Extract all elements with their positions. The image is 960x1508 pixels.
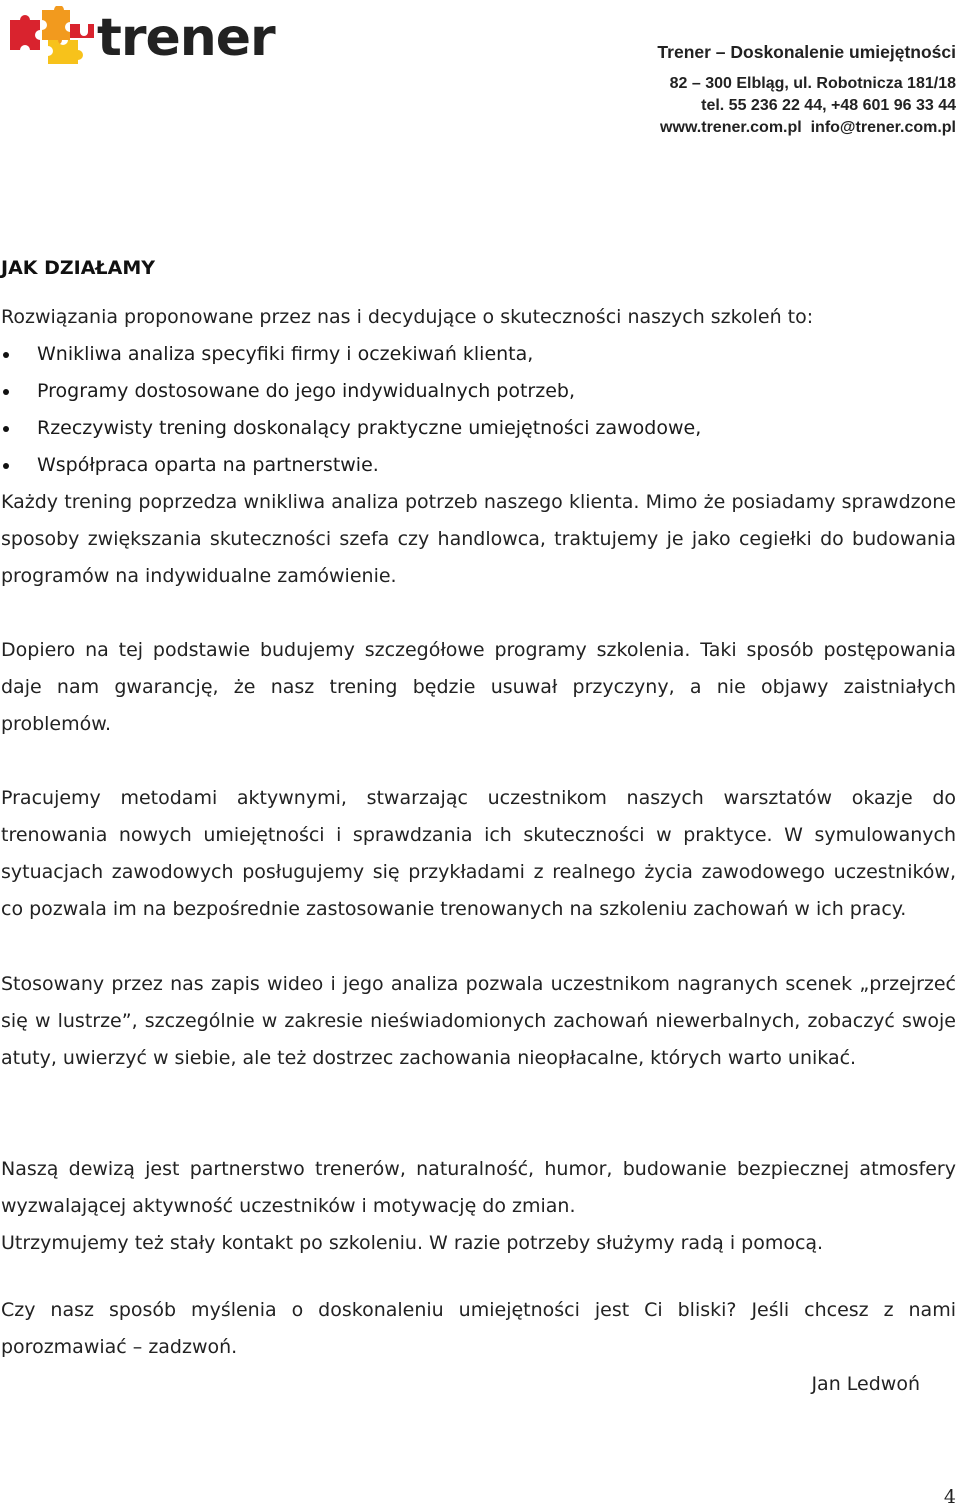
- list-item: Programy dostosowane do jego indywidualnych potrzeb,: [0, 373, 955, 410]
- bullet-icon: [3, 352, 9, 358]
- bullet-icon: [3, 463, 9, 469]
- bullet-icon: [3, 426, 9, 432]
- puzzle-logo-icon: [8, 6, 96, 66]
- bullet-icon: [3, 389, 9, 395]
- paragraph: Każdy trening poprzedza wnikliwa analiza potrzeb naszego klienta. Mimo że posiadamy sprawdzone sposoby zwiększania skuteczności szefa czy handlowca, traktujemy je jako cegiełki do budowania programów na indywidualne zamówienie.: [1, 491, 956, 587]
- signature: Jan Ledwoń: [811, 1373, 920, 1395]
- page-number: 4: [943, 1486, 956, 1508]
- paragraph: Utrzymujemy też stały kontakt po szkoleniu. W razie potrzeby służymy radą i pomocą.: [1, 1232, 824, 1254]
- list-item: Współpraca oparta na partnerstwie.: [0, 447, 955, 484]
- brand-name: trener: [97, 8, 275, 68]
- paragraph: Naszą dewizą jest partnerstwo trenerów, naturalność, humor, budowanie bezpiecznej atmosfery wyzwalającej aktywność uczestników i motywację do zmian.: [1, 1158, 956, 1217]
- contact-block: [660, 73, 956, 139]
- paragraph: Stosowany przez nas zapis wideo i jego analiza pozwala uczestnikom nagranych scenek „przejrzeć się w lustrze”, szczególnie w zakresie nieświadomionych zachowań niewerbalnych, zobaczyć swoje atuty, uwierzyć w siebie, ale też dostrzec zachowania nieopłacalne, których warto unikać.: [1, 973, 956, 1069]
- paragraph: Dopiero na tej podstawie budujemy szczegółowe programy szkolenia. Taki sposób postępowania daje nam gwarancję, że nasz trening będzie usuwał przyczyny, a nie objawy zaistniałych problemów.: [1, 639, 956, 735]
- bullet-list: [0, 336, 955, 484]
- list-item: Wnikliwa analiza specyfiki firmy i oczekiwań klienta,: [0, 336, 955, 373]
- company-name: Trener – Doskonalenie umiejętności: [657, 42, 956, 62]
- list-item: Rzeczywisty trening doskonalący praktyczne umiejętności zawodowe,: [0, 410, 955, 447]
- paragraph: Pracujemy metodami aktywnymi, stwarzając uczestnikom naszych warsztatów okazje do trenowania nowych umiejętności i sprawdzania ich skuteczności w praktyce. W symulowanych sytuacjach zawodowych posługujemy się przykładami z realnego życia zawodowego uczestników, co pozwala im na bezpośrednie zastosowanie trenowanych na szkoleniu zachowań w ich pracy.: [1, 787, 956, 920]
- section-heading: JAK DZIAŁAMY: [1, 257, 156, 279]
- address: 82 – 300 Elbląg, ul. Robotnicza 181/18: [669, 75, 956, 92]
- paragraph: Czy nasz sposób myślenia o doskonaleniu umiejętności jest Ci bliski? Jeśli chcesz z nami porozmawiać – zadzwoń.: [1, 1299, 956, 1358]
- web-email[interactable]: www.trener.com.pl info@trener.com.pl: [660, 119, 956, 136]
- intro-text: Rozwiązania proponowane przez nas i decydujące o skuteczności naszych szkoleń to:: [1, 306, 814, 328]
- logo: [8, 6, 96, 66]
- phone: tel. 55 236 22 44, +48 601 96 33 44: [701, 97, 956, 114]
